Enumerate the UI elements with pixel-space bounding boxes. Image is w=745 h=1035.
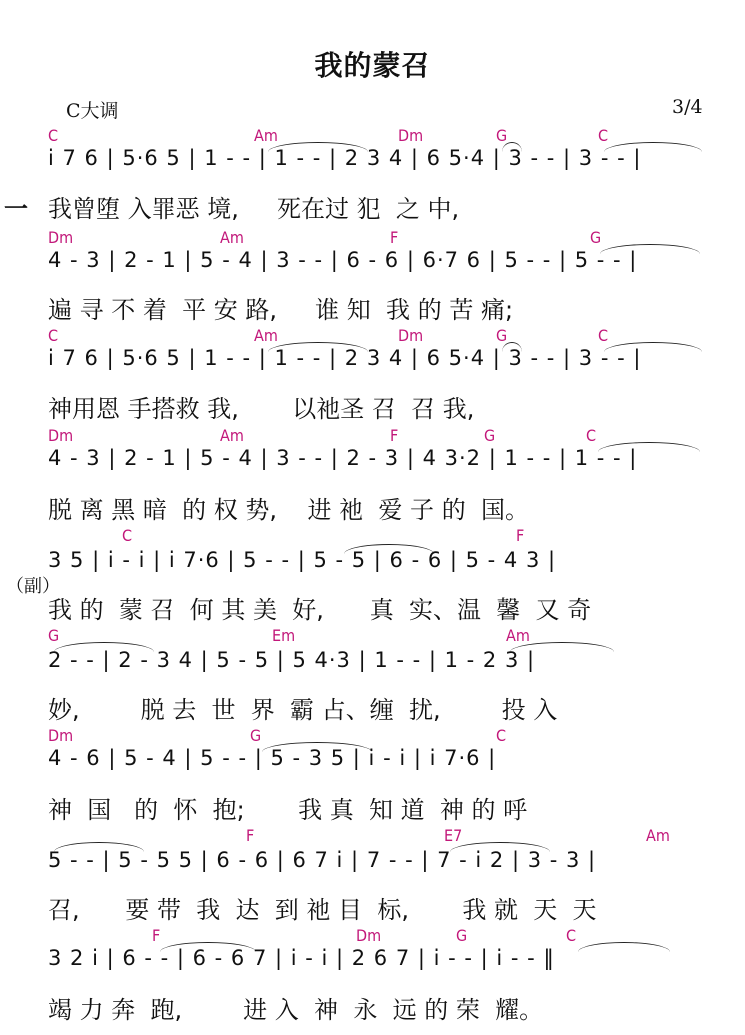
chord-label: Am [220,426,244,445]
chord-label: Dm [48,426,74,445]
chord-label: C [496,726,507,745]
lyric-line: 我曾堕 入罪恶 境, 死在过 犯 之 中, [48,195,460,223]
chord-label: Dm [398,126,424,145]
lyric-line: 遍 寻 不 着 平 安 路, 谁 知 我 的 苦 痛; [48,296,514,324]
chord-label: C [566,926,577,945]
chord-label: Dm [398,326,424,345]
lyric-line: 竭 力 奔 跑, 进 入 神 永 远 的 荣 耀。 [48,996,544,1024]
notation-line: 4 - 6 | 5 - 4 | 5 - - | 5 - 3 5 | i - i | i 7·6 | [48,746,497,770]
chord-label: G [48,626,60,645]
notation-line: 3 2 i | 6 - - | 6 - 6 7 | i - i | 2 6 7 | i - - | i - - ‖ [48,946,555,970]
lyric-line: 召, 要 带 我 达 到 祂 目 标, 我 就 天 天 [48,896,597,924]
notation-line: 4 - 3 | 2 - 1 | 5 - 4 | 3 - - | 6 - 6 | 6·7 6 | 5 - - | 5 - - | [48,248,638,272]
chord-label: G [496,326,508,345]
chord-label: C [48,126,59,145]
verse-number: 一 [4,195,28,223]
chord-label: Em [272,626,296,645]
key-signature: C大调 [66,100,119,122]
notation-line: i 7 6 | 5·6 5 | 1 - - | 1 - - | 2 3 4 | 6 5·4 | 3 - - | 3 - - | [48,346,642,370]
chord-label: C [48,326,59,345]
chord-label: F [152,926,161,945]
lyric-line: 妙, 脱 去 世 界 霸 占、缠 扰, 投 入 [48,696,558,724]
chord-label: C [598,326,609,345]
lyric-line: 脱 离 黑 暗 的 权 势, 进 祂 爱 子 的 国。 [48,496,529,524]
chord-label: Am [254,326,278,345]
chord-label: Am [220,228,244,247]
chord-label: G [496,126,508,145]
chord-label: Am [646,826,670,845]
chord-label: F [390,228,399,247]
chord-label: F [246,826,255,845]
chorus-label: （副） [6,576,60,597]
chord-label: Am [254,126,278,145]
chord-label: C [598,126,609,145]
chord-label: G [484,426,496,445]
song-title: 我的蒙召 [314,49,431,82]
chord-label: F [390,426,399,445]
lyric-line: 神用恩 手搭救 我, 以祂圣 召 召 我, [48,395,475,423]
chord-label: G [250,726,262,745]
notation-line: i 7 6 | 5·6 5 | 1 - - | 1 - - | 2 3 4 | 6 5·4 | 3 - - | 3 - - | [48,146,642,170]
lyric-line: 我 的 蒙 召 何 其 美 好, 真 实、温 馨 又 奇 [48,596,592,624]
chord-label: G [456,926,468,945]
lyric-line: 神 国 的 怀 抱; 我 真 知 道 神 的 呼 [48,796,528,824]
chord-label: Dm [48,726,74,745]
chord-label: G [590,228,602,247]
notation-line: 4 - 3 | 2 - 1 | 5 - 4 | 3 - - | 2 - 3 | 4 3·2 | 1 - - | 1 - - | [48,446,638,470]
chord-label: E7 [444,826,463,845]
chord-label: Dm [356,926,382,945]
chord-label: Am [506,626,530,645]
chord-label: C [122,526,133,545]
time-signature: 3/4 [672,96,703,118]
notation-line: 5 - - | 5 - 5 5 | 6 - 6 | 6 7 i | 7 - - | 7 - i 2 | 3 - 3 | [48,848,597,872]
chord-label: C [586,426,597,445]
notation-line: 3 5 | i - i | i 7·6 | 5 - - | 5 - 5 | 6 - 6 | 5 - 4 3 | [48,548,557,572]
notation-line: 2 - - | 2 - 3 4 | 5 - 5 | 5 4·3 | 1 - - | 1 - 2 3 | [48,648,536,672]
chord-label: F [516,526,525,545]
chord-label: Dm [48,228,74,247]
